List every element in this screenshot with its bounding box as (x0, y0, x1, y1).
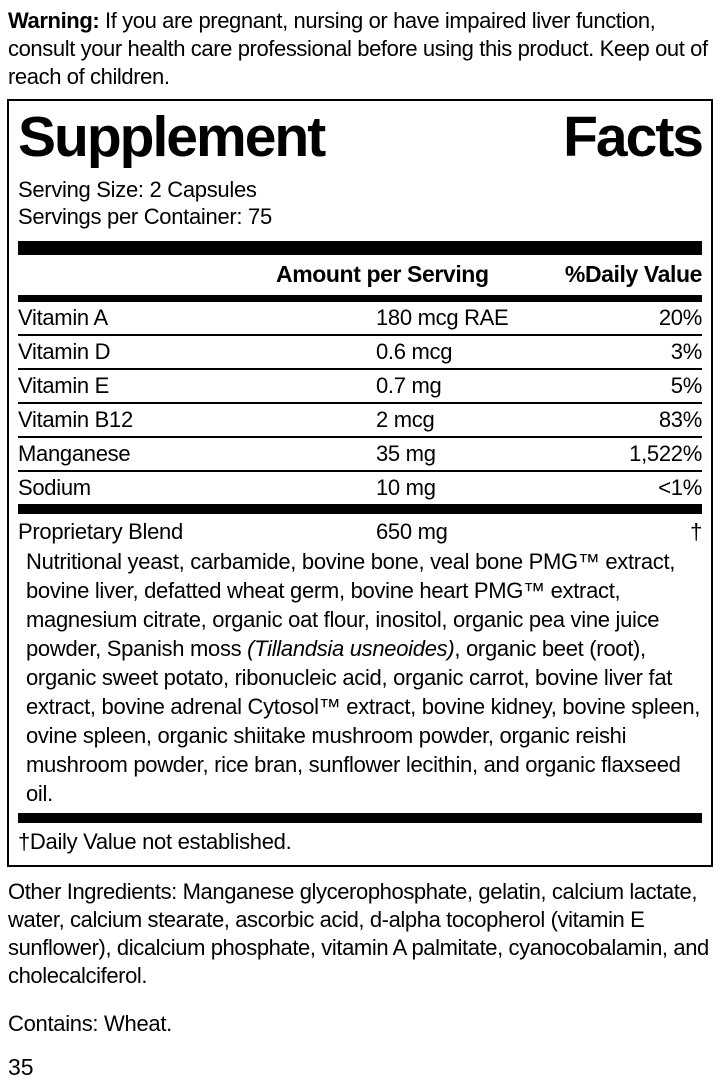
nutrient-row-vitamin-d (18, 334, 702, 368)
panel-title-right: Facts (563, 105, 702, 169)
nutrient-row-sodium (18, 470, 702, 504)
blend-description-part2: , organic beet (root), organic sweet potato, ribonucleic acid, organic carrot, bovine liver fat extract, bovine adrenal Cytosol™ extract, bovine kidney, bovine spleen, ovine spleen, organic shiitake mushroom powder, organic reishi mushroom powder, rice bran, sunflower lecithin, and organic flaxseed oil. (26, 636, 701, 807)
divider-thick-footnote (18, 813, 702, 823)
contains-statement: Contains: Wheat. (8, 1011, 172, 1037)
warning-text: If you are pregnant, nursing or have impaired liver function, consult your health care professional before using this product. Keep out of reach of children. (8, 8, 708, 89)
panel-title-left: Supplement (18, 105, 325, 169)
other-ingredients: Other Ingredients: Manganese glycerophosphate, gelatin, calcium lactate, water, calcium stearate, ascorbic acid, d-alpha tocopherol (vitamin E sunflower), dicalcium phosphate, vitamin A palmitate, cyanocobalamin, and cholecalciferol. (8, 879, 709, 989)
page-number: 35 (8, 1054, 34, 1081)
serving-size: Serving Size: 2 Capsules (18, 177, 257, 203)
divider-medium-header (18, 295, 702, 302)
nutrient-row-vitamin-a (18, 302, 702, 334)
nutrient-daily-value: 3% (670, 339, 702, 365)
nutrient-amount: 10 mg (376, 475, 436, 501)
servings-per-container: Servings per Container: 75 (18, 204, 272, 230)
nutrient-name: Manganese (18, 441, 131, 467)
amount-per-serving-header: Amount per Serving (276, 261, 489, 288)
nutrient-amount: 2 mcg (376, 407, 435, 433)
proprietary-blend-row (18, 514, 702, 547)
blend-description-part1: Nutritional yeast, carbamide, bovine bone, veal bone PMG™ extract, bovine liver, defatted wheat germ, bovine heart PMG™ extract, magnesium citrate, organic oat flour, inositol, organic pea vine juice powder, Spanish moss (26, 549, 676, 662)
supplement-facts-panel (7, 99, 713, 867)
nutrient-amount: 180 mcg RAE (376, 305, 509, 331)
nutrient-daily-value: 1,522% (629, 441, 702, 467)
blend-amount: 650 mg (376, 519, 448, 545)
daily-value-header: %Daily Value (564, 261, 702, 288)
warning-paragraph (8, 7, 713, 91)
blend-description-latin-name: (Tillandsia usneoides) (247, 636, 455, 662)
nutrient-name: Vitamin B12 (18, 407, 133, 433)
divider-thick-blend (18, 504, 702, 514)
nutrient-amount: 0.7 mg (376, 373, 442, 399)
table-header-row (18, 255, 702, 295)
warning-label: Warning: (8, 8, 100, 33)
panel-title (18, 107, 702, 167)
nutrient-row-manganese (18, 436, 702, 470)
nutrient-daily-value: <1% (658, 475, 702, 501)
nutrient-name: Vitamin E (18, 373, 110, 399)
nutrient-row-vitamin-b12 (18, 402, 702, 436)
nutrient-daily-value: 5% (670, 373, 702, 399)
blend-daily-value-dagger: † (690, 519, 702, 545)
nutrient-amount: 0.6 mcg (376, 339, 453, 365)
blend-name: Proprietary Blend (18, 519, 183, 545)
divider-thick-top (18, 241, 702, 255)
nutrient-daily-value: 83% (658, 407, 702, 433)
nutrient-name: Vitamin D (18, 339, 111, 365)
nutrient-row-vitamin-e (18, 368, 702, 402)
proprietary-blend-description (26, 547, 702, 808)
nutrient-name: Sodium (18, 475, 91, 501)
nutrient-name: Vitamin A (18, 305, 108, 331)
nutrient-amount: 35 mg (376, 441, 436, 467)
daily-value-footnote: †Daily Value not established. (18, 829, 292, 855)
nutrient-daily-value: 20% (658, 305, 702, 331)
